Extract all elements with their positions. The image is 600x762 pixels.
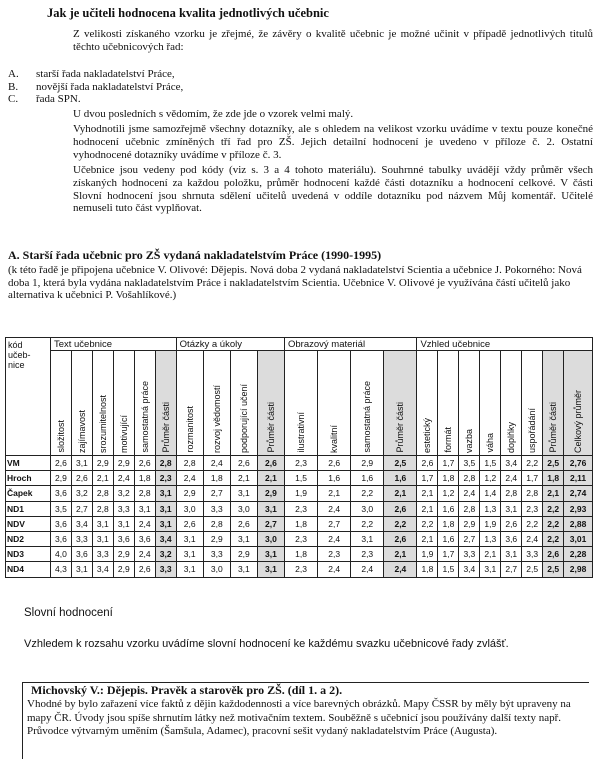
group-header: Obrazový materiál: [284, 338, 416, 351]
table-cell: 3,1: [501, 547, 522, 562]
table-cell: 1,8: [284, 516, 317, 531]
table-cell: 3,6: [501, 531, 522, 546]
table-cell: 3,1: [71, 456, 92, 471]
table-cell: 3,1: [134, 501, 155, 516]
table-cell: 2,7: [318, 516, 351, 531]
table-cell: 2,8: [459, 501, 480, 516]
table-cell: 3,2: [71, 486, 92, 501]
comment-box-text: Vhodné by bylo zařazení více faktů z dějin každodennosti a více barevných obrázků. Mapy ČSSR by měly být upraveny na mapy ČR. Úvody jsou spíše shrnutím látky než motivačním textem. Souběžně s učebnicí jsou používány další texty např. Průvodce výtvarným uměním (Šamšula, Adamec), pracovní sešit vydaný nakladatelstvím Práce (Augusta).: [27, 698, 571, 737]
table-cell: 2,8: [92, 486, 113, 501]
row-code: VM: [6, 456, 51, 471]
table-cell: 3,3: [459, 547, 480, 562]
table-cell: 2,4: [351, 562, 384, 577]
table-cell: 2,6: [134, 456, 155, 471]
table-cell: 2,2: [384, 516, 417, 531]
column-header: Průměr části: [155, 351, 176, 456]
table-cell: 2,4: [318, 531, 351, 546]
table-cell: 2,6: [384, 531, 417, 546]
table-cell: 3,3: [522, 547, 543, 562]
table-cell: 2,4: [134, 547, 155, 562]
column-header: estetický: [417, 351, 438, 456]
table-cell: 1,7: [438, 547, 459, 562]
table-cell: 2,4: [459, 486, 480, 501]
table-cell: 3,4: [459, 562, 480, 577]
table-cell: 2,74: [564, 486, 593, 501]
table-cell: 3,6: [113, 531, 134, 546]
table-cell: 2,1: [417, 501, 438, 516]
table-cell: 2,7: [257, 516, 284, 531]
paragraph-3: Vyhodnotili jsme samozřejmě všechny dotazníky, ale s ohledem na velikost vzorku uvádíme v textu pouze konečné hodnocení učebnic zmíněných tří řad pro ZŠ. Jejich detailní hodnocení je uvedeno v příloze č. 2. Ostatní vyhodnocené dotazníky uvádíme v příloze č. 3.: [73, 123, 593, 161]
row-code: Čapek: [6, 486, 51, 501]
table-cell: 2,8: [501, 486, 522, 501]
table-cell: 1,3: [480, 501, 501, 516]
table-cell: 1,8: [417, 562, 438, 577]
column-header: kvalitní: [318, 351, 351, 456]
ratings-table: [5, 337, 593, 578]
table-row: [6, 486, 593, 501]
table-cell: 3,1: [257, 501, 284, 516]
table-cell: 1,6: [438, 501, 459, 516]
table-cell: 1,5: [284, 471, 317, 486]
table-cell: 2,3: [284, 501, 317, 516]
slovni-paragraph: Vzhledem k rozsahu vzorku uvádíme slovní hodnocení ke každému svazku učebnicové řady zvlášť.: [24, 638, 509, 650]
table-row: [6, 501, 593, 516]
table-cell: 1,5: [480, 456, 501, 471]
table-cell: 2,5: [543, 456, 564, 471]
table-cell: 1,8: [203, 471, 230, 486]
table-cell: 1,6: [438, 531, 459, 546]
table-cell: 1,8: [438, 471, 459, 486]
row-code: NDV: [6, 516, 51, 531]
table-cell: 3,1: [92, 531, 113, 546]
table-cell: 2,9: [230, 547, 257, 562]
table-cell: 2,2: [351, 516, 384, 531]
table-cell: 2,9: [257, 486, 284, 501]
table-cell: 2,3: [351, 547, 384, 562]
table-cell: 2,8: [176, 456, 203, 471]
column-header: Průměr části: [543, 351, 564, 456]
column-header: Celkový průměr: [564, 351, 593, 456]
table-cell: 3,6: [50, 516, 71, 531]
table-cell: 1,9: [480, 516, 501, 531]
table-cell: 3,1: [230, 562, 257, 577]
table-cell: 2,6: [257, 456, 284, 471]
table-cell: 2,7: [71, 501, 92, 516]
section-a-heading: A. Starší řada učebnic pro ZŠ vydaná nakladatelstvím Práce (1990-1995): [8, 248, 382, 262]
column-header: rozmanitost: [176, 351, 203, 456]
table-cell: 3,1: [71, 562, 92, 577]
table-cell: 3,1: [257, 547, 284, 562]
list-item: A. starší řada nakladatelství Práce,: [8, 68, 175, 80]
table-cell: 1,7: [438, 456, 459, 471]
table-cell: 2,4: [113, 471, 134, 486]
table-cell: 2,6: [50, 456, 71, 471]
column-header: zajímavost: [71, 351, 92, 456]
table-cell: 3,1: [257, 562, 284, 577]
table-cell: 3,0: [203, 562, 230, 577]
table-cell: 3,0: [176, 501, 203, 516]
table-cell: 2,2: [522, 456, 543, 471]
table-cell: 2,6: [71, 471, 92, 486]
table-cell: 2,3: [155, 471, 176, 486]
table-cell: 3,5: [50, 501, 71, 516]
column-header: Průměr části: [257, 351, 284, 456]
table-cell: 1,2: [480, 471, 501, 486]
row-code: ND1: [6, 501, 51, 516]
table-cell: 1,9: [417, 547, 438, 562]
table-cell: 2,76: [564, 456, 593, 471]
table-cell: 1,6: [384, 471, 417, 486]
slovni-heading: Slovní hodnocení: [24, 607, 113, 619]
table-cell: 3,1: [155, 516, 176, 531]
table-cell: 1,8: [543, 471, 564, 486]
table-cell: 3,4: [501, 456, 522, 471]
table-cell: 2,8: [203, 516, 230, 531]
table-cell: 2,6: [543, 547, 564, 562]
table-cell: 3,1: [155, 486, 176, 501]
column-header: ilustrativní: [284, 351, 317, 456]
table-cell: 3,3: [113, 501, 134, 516]
table-cell: 3,1: [176, 562, 203, 577]
table-cell: 2,8: [155, 456, 176, 471]
table-cell: 2,2: [543, 501, 564, 516]
table-cell: 2,4: [522, 531, 543, 546]
list-item: C. řada SPN.: [8, 93, 81, 106]
table-cell: 1,5: [438, 562, 459, 577]
table-cell: 3,1: [230, 531, 257, 546]
table-cell: 2,1: [92, 471, 113, 486]
table-cell: 2,4: [384, 562, 417, 577]
table-cell: 3,0: [257, 531, 284, 546]
table-cell: 2,9: [203, 531, 230, 546]
column-header: váha: [480, 351, 501, 456]
table-cell: 3,6: [71, 547, 92, 562]
table-cell: 3,2: [155, 547, 176, 562]
table-cell: 2,1: [384, 486, 417, 501]
table-cell: 2,9: [459, 516, 480, 531]
table-row: [6, 471, 593, 486]
group-header: Text učebnice: [50, 338, 176, 351]
list-item: B. novější řada nakladatelství Práce,: [8, 80, 184, 93]
intro-paragraph: Z velikosti získaného vzorku je zřejmé, že závěry o kvalitě učebnic je možné učinit v případě jednotlivých titulů těchto učebnicových řad:: [73, 28, 593, 53]
table-cell: 3,2: [113, 486, 134, 501]
table-cell: 2,2: [522, 516, 543, 531]
table-cell: 2,9: [92, 456, 113, 471]
table-cell: 2,4: [318, 501, 351, 516]
table-cell: 3,1: [176, 531, 203, 546]
table-cell: 2,6: [230, 516, 257, 531]
table-cell: 2,1: [417, 486, 438, 501]
table-cell: 3,4: [92, 562, 113, 577]
row-code: ND3: [6, 547, 51, 562]
table-cell: 2,5: [384, 456, 417, 471]
table-cell: 2,4: [203, 456, 230, 471]
table-cell: 2,9: [351, 456, 384, 471]
row-code: Hroch: [6, 471, 51, 486]
table-cell: 2,9: [113, 562, 134, 577]
table-row: [6, 516, 593, 531]
table-cell: 2,1: [257, 471, 284, 486]
paragraph-2: U dvou posledních s vědomím, že zde jde o vzorek velmi malý.: [73, 108, 354, 120]
section-a-note: (k této řadě je připojena učebnice V. Olivové: Dějepis. Nová doba 2 vydaná nakladatelství Scientia a učebnice J. Pokorného: Nová doba 1, která byla vydána nakladatelstvím Práce i nakladatelstvím Scientia. Učebnice V. Olivové je využívána částí učitelů jako alternativa k učebnici P. Vošahlíkové.): [8, 264, 582, 302]
column-header: motivující: [113, 351, 134, 456]
table-cell: 1,7: [522, 471, 543, 486]
table-cell: 4,0: [50, 547, 71, 562]
table-cell: 2,1: [417, 531, 438, 546]
table-cell: 2,93: [564, 501, 593, 516]
table-cell: 2,6: [417, 456, 438, 471]
column-header: samostatná práce: [351, 351, 384, 456]
table-cell: 2,88: [564, 516, 593, 531]
table-cell: 2,6: [176, 516, 203, 531]
table-cell: 3,4: [155, 531, 176, 546]
table-cell: 2,2: [543, 531, 564, 546]
table-cell: 2,1: [384, 547, 417, 562]
table-cell: 4,3: [50, 562, 71, 577]
table-cell: 2,8: [522, 486, 543, 501]
table-cell: 3,1: [351, 531, 384, 546]
column-header: Průměr části: [384, 351, 417, 456]
table-cell: 3,0: [351, 501, 384, 516]
table-cell: 2,5: [543, 562, 564, 577]
table-cell: 3,3: [71, 531, 92, 546]
table-cell: 2,1: [480, 547, 501, 562]
table-cell: 1,8: [134, 471, 155, 486]
table-cell: 2,2: [351, 486, 384, 501]
table-cell: 2,3: [284, 562, 317, 577]
table-cell: 3,6: [134, 531, 155, 546]
table-cell: 2,6: [230, 456, 257, 471]
table-cell: 2,3: [284, 531, 317, 546]
comment-box-title: Michovský V.: Dějepis. Pravěk a starověk pro ZŠ. (díl 1. a 2).: [31, 683, 343, 697]
table-cell: 3,1: [155, 501, 176, 516]
table-cell: 2,7: [501, 562, 522, 577]
table-cell: 1,6: [318, 471, 351, 486]
table-cell: 2,4: [501, 471, 522, 486]
table-cell: 1,6: [351, 471, 384, 486]
table-cell: 2,6: [384, 501, 417, 516]
table-cell: 2,8: [92, 501, 113, 516]
series-list: [8, 68, 183, 106]
table-cell: 2,8: [459, 471, 480, 486]
table-cell: 2,5: [522, 562, 543, 577]
table-cell: 2,7: [459, 531, 480, 546]
table-cell: 3,3: [203, 501, 230, 516]
table-cell: 3,3: [203, 547, 230, 562]
table-cell: 3,6: [50, 486, 71, 501]
table-cell: 2,6: [134, 562, 155, 577]
table-cell: 2,7: [203, 486, 230, 501]
table-cell: 3,3: [92, 547, 113, 562]
column-header: uspořádání: [522, 351, 543, 456]
table-cell: 3,1: [113, 516, 134, 531]
table-cell: 2,9: [50, 471, 71, 486]
table-cell: 1,8: [438, 516, 459, 531]
table-cell: 2,6: [318, 456, 351, 471]
column-header: srozumitelnost: [92, 351, 113, 456]
column-header: vazba: [459, 351, 480, 456]
row-code: ND2: [6, 531, 51, 546]
comment-box: [22, 682, 589, 759]
column-header: složitost: [50, 351, 71, 456]
table-row: [6, 547, 593, 562]
group-header: Vzhled učebnice: [417, 338, 593, 351]
table-cell: 3,6: [50, 531, 71, 546]
table-cell: 2,9: [113, 547, 134, 562]
table-cell: 2,4: [134, 516, 155, 531]
table-cell: 2,1: [318, 486, 351, 501]
table-cell: 3,3: [155, 562, 176, 577]
table-cell: 1,2: [438, 486, 459, 501]
table-cell: 2,3: [318, 547, 351, 562]
paragraph-4: Učebnice jsou vedeny pod kódy (viz s. 3 a 4 tohoto materiálu). Souhrnné tabulky uvádějí vždy průměr všech získaných hodnocení za každou položku, průměr hodnocení každé části dotazníku a hodnocení celkové. V části Slovní hodnocení jsou shrnuta sdělení učitelů uvedená v oddíle dotazníku pod názvem Můj komentář. Učitelé nemuseli tuto část vyplňovat.: [73, 164, 593, 215]
row-code: ND4: [6, 562, 51, 577]
table-cell: 1,8: [284, 547, 317, 562]
table-cell: 2,6: [501, 516, 522, 531]
table-cell: 1,9: [284, 486, 317, 501]
table-cell: 2,8: [134, 486, 155, 501]
corner-header: kód učeb- nice: [6, 338, 51, 456]
table-cell: 2,1: [543, 486, 564, 501]
table-cell: 2,3: [522, 501, 543, 516]
table-cell: 2,4: [318, 562, 351, 577]
table-cell: 2,4: [176, 471, 203, 486]
table-cell: 2,9: [113, 456, 134, 471]
table-cell: 2,11: [564, 471, 593, 486]
column-header: doplňky: [501, 351, 522, 456]
table-cell: 1,7: [417, 471, 438, 486]
table-cell: 3,0: [230, 501, 257, 516]
table-row: [6, 531, 593, 546]
group-header: Otázky a úkoly: [176, 338, 284, 351]
table-row: [6, 562, 593, 577]
table-cell: 2,2: [543, 516, 564, 531]
table-cell: 2,1: [230, 471, 257, 486]
table-cell: 3,1: [501, 501, 522, 516]
table-cell: 3,5: [459, 456, 480, 471]
table-cell: 1,3: [480, 531, 501, 546]
column-header: rozvoj vědomostí: [203, 351, 230, 456]
table-row: [6, 456, 593, 471]
table-cell: 3,4: [71, 516, 92, 531]
table-cell: 3,01: [564, 531, 593, 546]
table-cell: 1,4: [480, 486, 501, 501]
column-header: podporující učení: [230, 351, 257, 456]
table-cell: 2,98: [564, 562, 593, 577]
column-header: samostatná práce: [134, 351, 155, 456]
table-cell: 2,2: [417, 516, 438, 531]
table-cell: 2,28: [564, 547, 593, 562]
page-title: Jak je učiteli hodnocena kvalita jednotlivých učebnic: [47, 6, 329, 20]
table-cell: 2,9: [176, 486, 203, 501]
table-cell: 3,1: [480, 562, 501, 577]
column-header: formát: [438, 351, 459, 456]
table-cell: 3,1: [92, 516, 113, 531]
table-cell: 3,1: [176, 547, 203, 562]
table-cell: 2,3: [284, 456, 317, 471]
table-cell: 3,1: [230, 486, 257, 501]
